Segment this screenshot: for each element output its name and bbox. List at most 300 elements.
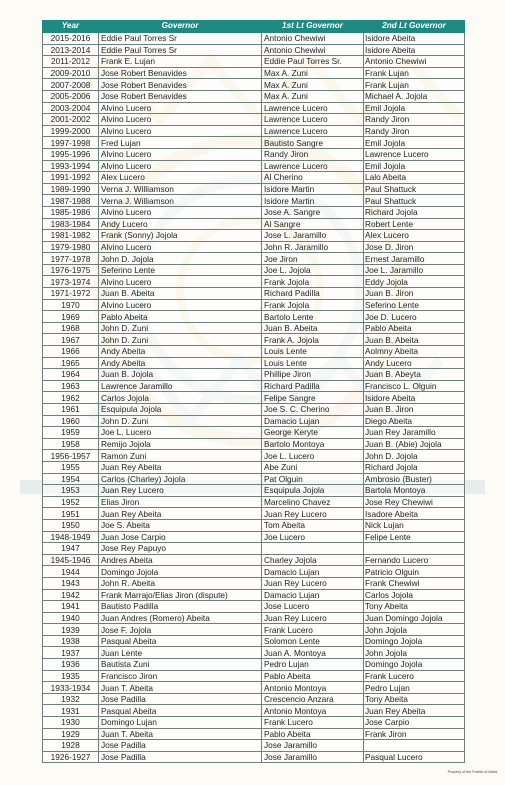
first-lt-governor-cell: Frank Jojola (262, 299, 364, 311)
first-lt-governor-cell: Joe Jiron (262, 253, 364, 265)
first-lt-governor-cell: Felipe Sangre (262, 392, 364, 404)
governor-cell: Alvino Lucero (99, 102, 262, 114)
first-lt-governor-cell: George Keryte (262, 427, 364, 439)
table-row (43, 346, 465, 358)
table-row (43, 67, 465, 79)
year-cell: 2009-2010 (43, 67, 99, 79)
first-lt-governor-cell: Marcelino Chavez (262, 496, 364, 508)
governor-cell: Jose Robert Benavides (99, 79, 262, 91)
table-row (43, 531, 465, 543)
first-lt-governor-cell: Lawrence Lucero (262, 102, 364, 114)
year-cell: 1961 (43, 404, 99, 416)
year-cell: 1937 (43, 647, 99, 659)
second-lt-governor-cell: Bartola Montoya (364, 485, 465, 497)
year-cell: 1948-1949 (43, 531, 99, 543)
second-lt-governor-cell: Paul Shattuck (364, 195, 465, 207)
year-cell: 1971-1972 (43, 288, 99, 300)
year-cell: 1950 (43, 519, 99, 531)
second-lt-governor-cell: Juan B. Jiron (364, 288, 465, 300)
second-lt-governor-cell: Tony Abeita (364, 693, 465, 705)
first-lt-governor-cell: Max A. Zuni (262, 67, 364, 79)
first-lt-governor-cell: Jose A. Sangre (262, 206, 364, 218)
governor-cell: Joe S. Abeita (99, 519, 262, 531)
governor-cell: Jose F. Jojola (99, 624, 262, 636)
table-row (43, 206, 465, 218)
governor-cell: Lawrence Jaramillo (99, 380, 262, 392)
year-cell: 1955 (43, 461, 99, 473)
governor-cell: Esquipula Jojola (99, 404, 262, 416)
year-cell: 1932 (43, 693, 99, 705)
first-lt-governor-cell: Abe Zuni (262, 461, 364, 473)
table-row (43, 473, 465, 485)
second-lt-governor-cell: Tony Abeita (364, 601, 465, 613)
second-lt-governor-cell: Andy Lucero (364, 357, 465, 369)
governor-cell: Andy Abeita (99, 357, 262, 369)
year-cell: 2003-2004 (43, 102, 99, 114)
table-row (43, 508, 465, 520)
governor-cell: Alvino Lucero (99, 276, 262, 288)
table-row (43, 102, 465, 114)
second-lt-governor-cell: Aolmny Abeita (364, 346, 465, 358)
second-lt-governor-cell: Juan B. Abeyta (364, 369, 465, 381)
year-cell: 1969 (43, 311, 99, 323)
table-row (43, 682, 465, 694)
governor-cell: Eddie Paul Torres Sr (99, 44, 262, 56)
first-lt-governor-cell: Bartolo Montoya (262, 438, 364, 450)
first-lt-governor-cell: Randy Jiron (262, 148, 364, 160)
governor-cell: John D. Jojola (99, 253, 262, 265)
governor-cell: John D. Zuni (99, 322, 262, 334)
governor-cell: Alvino Lucero (99, 299, 262, 311)
year-cell: 1928 (43, 740, 99, 752)
year-cell: 1954 (43, 473, 99, 485)
governor-cell: Remijo Jojola (99, 438, 262, 450)
year-cell: 1936 (43, 659, 99, 671)
table-row (43, 519, 465, 531)
year-cell: 1967 (43, 334, 99, 346)
year-cell: 1938 (43, 635, 99, 647)
first-lt-governor-cell: Jose Jaramillo (262, 751, 364, 763)
second-lt-governor-cell: Pablo Abeita (364, 322, 465, 334)
governor-cell: Jose Padilla (99, 693, 262, 705)
governor-cell: Eddie Paul Torres Sr (99, 33, 262, 45)
governor-cell: Jose Robert Benavides (99, 90, 262, 102)
table-row (43, 264, 465, 276)
first-lt-governor-cell: Lawrence Lucero (262, 125, 364, 137)
second-lt-governor-cell: Lalo Abeita (364, 172, 465, 184)
table-row (43, 693, 465, 705)
table-row (43, 311, 465, 323)
second-lt-governor-cell: Lawrence Lucero (364, 148, 465, 160)
table-row (43, 670, 465, 682)
first-lt-governor-cell: Jose Jaramillo (262, 740, 364, 752)
second-lt-governor-cell: Robert Lente (364, 218, 465, 230)
year-cell: 2011-2012 (43, 56, 99, 68)
table-row (43, 357, 465, 369)
second-lt-governor-cell: Jose Carpio (364, 717, 465, 729)
governor-cell: Jose Padilla (99, 751, 262, 763)
first-lt-governor-cell: Frank Lucero (262, 717, 364, 729)
second-lt-governor-cell: Seferino Lente (364, 299, 465, 311)
first-lt-governor-cell: Richard Padilla (262, 288, 364, 300)
first-lt-governor-cell: Frank A. Jojola (262, 334, 364, 346)
header-governor: Governor (99, 21, 262, 33)
governor-cell: Carlos (Charley) Jojola (99, 473, 262, 485)
table-row (43, 276, 465, 288)
governor-cell: Juan B. Jojola (99, 369, 262, 381)
governor-cell: Jose Rey Papuyo (99, 543, 262, 555)
governor-cell: Juan Rey Abeita (99, 461, 262, 473)
year-cell: 1979-1980 (43, 241, 99, 253)
governor-cell: Juan T. Abeita (99, 728, 262, 740)
governor-cell: Alvino Lucero (99, 160, 262, 172)
first-lt-governor-cell: Juan Rey Lucero (262, 612, 364, 624)
second-lt-governor-cell: Juan B. (Abie) Jojola (364, 438, 465, 450)
first-lt-governor-cell: Antonio Montoya (262, 705, 364, 717)
governor-cell: Verna J. Williamson (99, 183, 262, 195)
governor-cell: Domingo Jojola (99, 566, 262, 578)
table-row (43, 299, 465, 311)
table-row (43, 577, 465, 589)
table-header-row (43, 21, 465, 33)
table-row (43, 160, 465, 172)
table-row (43, 79, 465, 91)
first-lt-governor-cell: Al Sangre (262, 218, 364, 230)
table-row (43, 404, 465, 416)
year-cell: 2001-2002 (43, 114, 99, 126)
first-lt-governor-cell: Louis Lente (262, 346, 364, 358)
governor-cell: John D. Zuni (99, 334, 262, 346)
governor-cell: Elias Jiron (99, 496, 262, 508)
table-row (43, 601, 465, 613)
second-lt-governor-cell: Randy Jiron (364, 114, 465, 126)
governor-cell: Alvino Lucero (99, 241, 262, 253)
second-lt-governor-cell: Jose Rey Chewiwi (364, 496, 465, 508)
second-lt-governor-cell: Carlos Jojola (364, 589, 465, 601)
first-lt-governor-cell: Max A. Zuni (262, 79, 364, 91)
governor-cell: Bautista Zuni (99, 659, 262, 671)
table-row (43, 183, 465, 195)
governor-cell: John R. Abeita (99, 577, 262, 589)
table-row (43, 635, 465, 647)
first-lt-governor-cell: Jose Lucero (262, 601, 364, 613)
first-lt-governor-cell: Joe Lucero (262, 531, 364, 543)
first-lt-governor-cell: Crescencio Anzara (262, 693, 364, 705)
table-row (43, 230, 465, 242)
table-row (43, 485, 465, 497)
year-cell: 2013-2014 (43, 44, 99, 56)
year-cell: 1958 (43, 438, 99, 450)
governor-cell: Pablo Abeita (99, 311, 262, 323)
table-row (43, 589, 465, 601)
table-row (43, 195, 465, 207)
governor-cell: Ramon Zuni (99, 450, 262, 462)
year-cell: 2005-2006 (43, 90, 99, 102)
second-lt-governor-cell: Diego Abeita (364, 415, 465, 427)
second-lt-governor-cell: John D. Jojola (364, 450, 465, 462)
table-row (43, 253, 465, 265)
second-lt-governor-cell: Juan B. Jiron (364, 404, 465, 416)
year-cell: 1964 (43, 369, 99, 381)
governor-cell: Domingo Lujan (99, 717, 262, 729)
year-cell: 1963 (43, 380, 99, 392)
second-lt-governor-cell (364, 740, 465, 752)
first-lt-governor-cell: Damacio Lujan (262, 415, 364, 427)
first-lt-governor-cell: Juan Rey Lucero (262, 508, 364, 520)
first-lt-governor-cell: Frank Lucero (262, 624, 364, 636)
governors-table (42, 20, 465, 763)
year-cell: 1929 (43, 728, 99, 740)
table-row (43, 543, 465, 555)
header-1st-lt-governor: 1st Lt Governor (262, 21, 364, 33)
first-lt-governor-cell: Esquipula Jojola (262, 485, 364, 497)
second-lt-governor-cell: Ambrosio (Buster) (364, 473, 465, 485)
governor-cell: Seferino Lente (99, 264, 262, 276)
table-row (43, 172, 465, 184)
header-2nd-lt-governor: 2nd Lt Governor (364, 21, 465, 33)
governor-cell: Alvino Lucero (99, 148, 262, 160)
table-row (43, 566, 465, 578)
first-lt-governor-cell: Louis Lente (262, 357, 364, 369)
table-row (43, 717, 465, 729)
table-row (43, 369, 465, 381)
second-lt-governor-cell: Isidore Abeita (364, 44, 465, 56)
table-row (43, 90, 465, 102)
second-lt-governor-cell: Eddy Jojola (364, 276, 465, 288)
first-lt-governor-cell: Joe L. Jojola (262, 264, 364, 276)
first-lt-governor-cell: Pedro Lujan (262, 659, 364, 671)
governor-cell: Juan B. Abeita (99, 288, 262, 300)
first-lt-governor-cell: Frank Jojola (262, 276, 364, 288)
first-lt-governor-cell: Damacio Lujan (262, 589, 364, 601)
table-row (43, 114, 465, 126)
table-row (43, 288, 465, 300)
year-cell: 1956-1957 (43, 450, 99, 462)
second-lt-governor-cell: Frank Lujan (364, 67, 465, 79)
table-row (43, 322, 465, 334)
governor-cell: Juan Rey Abeita (99, 508, 262, 520)
year-cell: 1965 (43, 357, 99, 369)
governor-cell: Andy Abeita (99, 346, 262, 358)
table-row (43, 241, 465, 253)
second-lt-governor-cell: Domingo Jojola (364, 635, 465, 647)
year-cell: 1962 (43, 392, 99, 404)
table-body (43, 33, 465, 763)
second-lt-governor-cell: Juan B. Abeita (364, 334, 465, 346)
year-cell: 1987-1988 (43, 195, 99, 207)
second-lt-governor-cell: Juan Rey Jaramillo (364, 427, 465, 439)
year-cell: 1966 (43, 346, 99, 358)
second-lt-governor-cell: Paul Shattuck (364, 183, 465, 195)
second-lt-governor-cell: Isidore Abeita (364, 33, 465, 45)
first-lt-governor-cell: Richard Padilla (262, 380, 364, 392)
second-lt-governor-cell: Isadore Abeita (364, 508, 465, 520)
governor-cell: Andres Abeita (99, 554, 262, 566)
governor-cell: Alvino Lucero (99, 125, 262, 137)
year-cell: 1935 (43, 670, 99, 682)
year-cell: 1941 (43, 601, 99, 613)
table-row (43, 496, 465, 508)
table-row (43, 624, 465, 636)
table-row (43, 450, 465, 462)
year-cell: 1997-1998 (43, 137, 99, 149)
first-lt-governor-cell: Antonio Montoya (262, 682, 364, 694)
year-cell: 1960 (43, 415, 99, 427)
first-lt-governor-cell: Solomon Lente (262, 635, 364, 647)
first-lt-governor-cell (262, 543, 364, 555)
year-cell: 1981-1982 (43, 230, 99, 242)
table-row (43, 612, 465, 624)
year-cell: 1951 (43, 508, 99, 520)
second-lt-governor-cell: Frank Lucero (364, 670, 465, 682)
governors-table-container (42, 20, 464, 763)
year-cell: 1940 (43, 612, 99, 624)
first-lt-governor-cell: Juan B. Abeita (262, 322, 364, 334)
second-lt-governor-cell: Patricio Olguin (364, 566, 465, 578)
first-lt-governor-cell: Pat Olguin (262, 473, 364, 485)
year-cell: 1943 (43, 577, 99, 589)
year-cell: 1939 (43, 624, 99, 636)
first-lt-governor-cell: Pablo Abeita (262, 728, 364, 740)
second-lt-governor-cell: John Jojola (364, 647, 465, 659)
second-lt-governor-cell: Isidore Abeita (364, 392, 465, 404)
second-lt-governor-cell: Juan Domingo Jojola (364, 612, 465, 624)
second-lt-governor-cell: Frank Jiron (364, 728, 465, 740)
year-cell: 1999-2000 (43, 125, 99, 137)
first-lt-governor-cell: Lawrence Lucero (262, 160, 364, 172)
year-cell: 1976-1975 (43, 264, 99, 276)
year-cell: 1995-1996 (43, 148, 99, 160)
table-row (43, 218, 465, 230)
table-row (43, 427, 465, 439)
governor-cell: Jose Robert Benavides (99, 67, 262, 79)
governor-cell: Pasqual Abeita (99, 705, 262, 717)
year-cell: 1989-1990 (43, 183, 99, 195)
first-lt-governor-cell: Pablo Abeita (262, 670, 364, 682)
first-lt-governor-cell: Juan Rey Lucero (262, 577, 364, 589)
year-cell: 1930 (43, 717, 99, 729)
first-lt-governor-cell: Joe S. C. Cherino (262, 404, 364, 416)
second-lt-governor-cell: Emil Jojola (364, 160, 465, 172)
governor-cell: Andy Lucero (99, 218, 262, 230)
table-row (43, 44, 465, 56)
second-lt-governor-cell (364, 543, 465, 555)
governor-cell: Verna J. Williamson (99, 195, 262, 207)
governor-cell: Alvino Lucero (99, 206, 262, 218)
first-lt-governor-cell: Isidore Martin (262, 183, 364, 195)
table-row (43, 554, 465, 566)
year-cell: 1926-1927 (43, 751, 99, 763)
first-lt-governor-cell: Isidore Martin (262, 195, 364, 207)
first-lt-governor-cell: Max A. Zuni (262, 90, 364, 102)
second-lt-governor-cell: Frank Chewiwi (364, 577, 465, 589)
second-lt-governor-cell: Michael A. Jojola (364, 90, 465, 102)
governor-cell: John D. Zuni (99, 415, 262, 427)
table-row (43, 728, 465, 740)
year-cell: 1933-1934 (43, 682, 99, 694)
governor-cell: Juan Jose Carpio (99, 531, 262, 543)
table-row (43, 751, 465, 763)
year-cell: 1993-1994 (43, 160, 99, 172)
governor-cell: Joe L. Lucero (99, 427, 262, 439)
first-lt-governor-cell: Antonio Chewiwi (262, 33, 364, 45)
governor-cell: Francisco Jiron (99, 670, 262, 682)
year-cell: 1968 (43, 322, 99, 334)
governor-cell: Frank (Sonny) Jojola (99, 230, 262, 242)
second-lt-governor-cell: Antonio Chewiwi (364, 56, 465, 68)
first-lt-governor-cell: Tom Abeita (262, 519, 364, 531)
year-cell: 1944 (43, 566, 99, 578)
year-cell: 1953 (43, 485, 99, 497)
year-cell: 1947 (43, 543, 99, 555)
table-row (43, 438, 465, 450)
first-lt-governor-cell: Al Cherino (262, 172, 364, 184)
second-lt-governor-cell: Randy Jiron (364, 125, 465, 137)
first-lt-governor-cell: Jose L. Jaramillo (262, 230, 364, 242)
first-lt-governor-cell: Eddie Paul Torres Sr. (262, 56, 364, 68)
second-lt-governor-cell: Felipe Lente (364, 531, 465, 543)
governor-cell: Frank Marrajo/Elias Jiron (dispute) (99, 589, 262, 601)
second-lt-governor-cell: Fernando Lucero (364, 554, 465, 566)
year-cell: 1983-1984 (43, 218, 99, 230)
first-lt-governor-cell: Damacio Lujan (262, 566, 364, 578)
year-cell: 1945-1946 (43, 554, 99, 566)
second-lt-governor-cell: Emil Jojola (364, 137, 465, 149)
governor-cell: Pasqual Abeita (99, 635, 262, 647)
second-lt-governor-cell: Ernest Jaramillo (364, 253, 465, 265)
year-cell: 1942 (43, 589, 99, 601)
governor-cell: Carlos Jojola (99, 392, 262, 404)
governor-cell: Juan Andres (Romero) Abeita (99, 612, 262, 624)
table-row (43, 334, 465, 346)
year-cell: 1970 (43, 299, 99, 311)
year-cell: 1931 (43, 705, 99, 717)
year-cell: 1991-1992 (43, 172, 99, 184)
table-row (43, 125, 465, 137)
year-cell: 2015-2016 (43, 33, 99, 45)
second-lt-governor-cell: Joe D. Lucero (364, 311, 465, 323)
second-lt-governor-cell: Pedro Lujan (364, 682, 465, 694)
first-lt-governor-cell: John R. Jaramillo (262, 241, 364, 253)
governor-cell: Alex Lucero (99, 172, 262, 184)
table-row (43, 647, 465, 659)
year-cell: 1973-1974 (43, 276, 99, 288)
governor-cell: Frank E. Lujan (99, 56, 262, 68)
second-lt-governor-cell: Juan Rey Abeita (364, 705, 465, 717)
first-lt-governor-cell: Bartolo Lente (262, 311, 364, 323)
year-cell: 1977-1978 (43, 253, 99, 265)
governor-cell: Fred Lujan (99, 137, 262, 149)
second-lt-governor-cell: Alex Lucero (364, 230, 465, 242)
second-lt-governor-cell: John Jojola (364, 624, 465, 636)
footer-note: Property of the Pueblo of Isleta (447, 770, 497, 774)
first-lt-governor-cell: Bautisto Sangre (262, 137, 364, 149)
table-row (43, 137, 465, 149)
second-lt-governor-cell: Richard Jojola (364, 461, 465, 473)
second-lt-governor-cell: Frank Lujan (364, 79, 465, 91)
first-lt-governor-cell: Lawrence Lucero (262, 114, 364, 126)
year-cell: 1959 (43, 427, 99, 439)
table-row (43, 380, 465, 392)
table-row (43, 659, 465, 671)
second-lt-governor-cell: Richard Jojola (364, 206, 465, 218)
first-lt-governor-cell: Joe L. Lucero (262, 450, 364, 462)
governor-cell: Juan Rey Lucero (99, 485, 262, 497)
table-row (43, 740, 465, 752)
table-row (43, 56, 465, 68)
first-lt-governor-cell: Charley Jojola (262, 554, 364, 566)
year-cell: 1952 (43, 496, 99, 508)
